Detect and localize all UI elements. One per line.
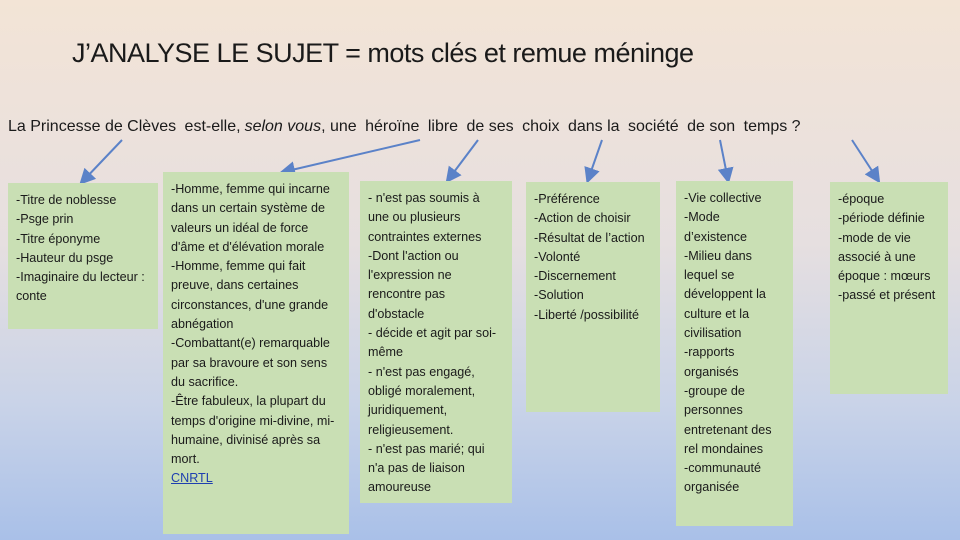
slide-title: J’ANALYSE LE SUJET = mots clés et remue méninge [72,38,694,68]
question-text: , une [321,118,357,135]
arrow-temps [852,140,878,180]
definition-box-libre: - n'est pas soumis à une ou plusieurs contraintes externes -Dont l'action ou l'expression ne rencontre pas d'obstacle - décide et agit par soi-même - n'est pas engagé, obligé moralement, juridiquement, religieusement. - n'est pas marié; qui n'a pas de liaison amoureuse [360,181,512,503]
definition-box-temps: -époque -période définie -mode de vie associé à une époque : mœurs -passé et présent [830,182,948,394]
question-text: est-elle, [184,118,241,135]
arrow-societe [720,140,728,180]
keyword-societe: société [627,118,679,135]
arrow-choix [588,140,602,180]
question-text: dans la [567,118,620,135]
keyword-choix: choix [522,118,560,135]
keyword-heroine: héroïne [365,118,420,135]
keyword-libre: libre [427,118,459,135]
cnrtl-link[interactable]: CNRTL [171,471,213,486]
definition-box-choix: -Préférence -Action de choisir -Résultat de l’action -Volonté -Discernement -Solution -Liberté /possibilité [526,182,660,412]
keyword-temps: temps ? [743,118,801,135]
arrow-princesse [82,140,122,182]
definition-box-heroine [163,172,349,534]
question-text: de son [687,118,736,135]
keyword-princesse: La Princesse de Clèves [8,118,177,135]
question-emphasis: selon vous [244,118,322,135]
definition-text-heroine: -Homme, femme qui incarne dans un certain système de valeurs un idéal de force d'âme et d'élévation morale -Homme, femme qui fait preuve, dans certaines circonstances, d'une grande abnégation -Combattant(e) remarquable par sa bravoure et son sens du sacrifice. -Être fabuleux, la plupart du temps d'origine mi-divine, mi-humaine, divinisé après sa mort. [171,182,335,467]
question-text: de ses [466,118,514,135]
arrow-libre [448,140,478,180]
definition-box-societe: -Vie collective -Mode d’existence -Milieu dans lequel se développent la culture et la civilisation -rapports organisés -groupe de personnes entretenant des rel mondaines -communauté organisée [676,181,793,526]
definition-box-princesse: -Titre de noblesse -Psge prin -Titre éponyme -Hauteur du psge -Imaginaire du lecteur : conte [8,183,158,329]
arrow-heroine [283,140,420,172]
